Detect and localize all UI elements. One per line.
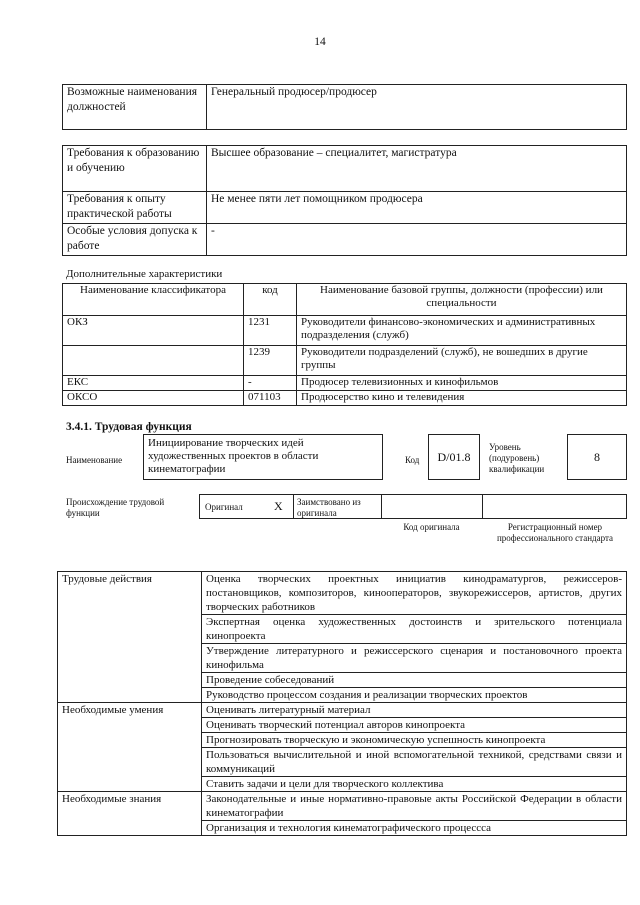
extra-title: Дополнительные характеристики — [66, 268, 223, 280]
extra-cell-code: 1239 — [244, 346, 297, 376]
action-item: Утверждение литературного и режиссерского сценария и постановочного проекта кинофильма — [202, 644, 627, 673]
function-level-box — [567, 434, 627, 480]
origin-original-label: Оригинал — [205, 502, 243, 512]
knowledge-item: Организация и технология кинематографического процессса — [202, 821, 627, 836]
origin-reg-caption: Регистрационный номер профессионального стандарта — [496, 522, 614, 543]
extra-cell-classifier: ЕКС — [63, 376, 244, 391]
extra-cell-classifier: ОКСО — [63, 391, 244, 406]
skill-item: Оценивать литературный материал — [202, 703, 627, 718]
function-name-label: Наименование — [66, 455, 123, 465]
positions-value: Генеральный продюсер/продюсер — [207, 85, 627, 130]
page-number: 14 — [314, 36, 326, 48]
function-level-value: 8 — [594, 449, 600, 464]
requirements-table — [62, 145, 627, 256]
function-name-value: Инициирование творческих идей художественных проектов в области кинематографии — [148, 437, 319, 475]
extra-cell-classifier — [63, 346, 244, 376]
extra-cell-name: Руководители подразделений (служб), не вошедших в другие группы — [297, 346, 627, 376]
skill-item: Пользоваться вычислительной и иной вспомогательной техникой, средствами связи и коммуникаций — [202, 748, 627, 777]
positions-label: Возможные наименования должностей — [63, 85, 207, 130]
knowledge-item: Законодательные и иные нормативно-правовые акты Российской Федерации в области кинематографии — [202, 792, 627, 821]
origin-label: Происхождение трудовой функции — [66, 497, 165, 518]
origin-divider — [482, 494, 483, 519]
origin-code-caption: Код оригинала — [403, 522, 460, 532]
skill-item: Оценивать творческий потенциал авторов кинопроекта — [202, 718, 627, 733]
origin-original-mark: X — [274, 499, 283, 513]
extra-cell-name: Продюсер телевизионных и кинофильмов — [297, 376, 627, 391]
knowledge-label: Необходимые знания — [58, 792, 202, 836]
function-code-label: Код — [405, 455, 420, 465]
function-details-table — [57, 571, 627, 836]
skill-item: Ставить задачи и цели для творческого коллектива — [202, 777, 627, 792]
extra-header-code: код — [244, 284, 297, 316]
extra-table — [62, 283, 627, 406]
function-code-box — [428, 434, 480, 480]
origin-divider — [381, 494, 382, 519]
function-name-box — [143, 434, 383, 480]
skill-item: Прогнозировать творческую и экономическую успешность кинопроекта — [202, 733, 627, 748]
function-code-value: D/01.8 — [437, 449, 471, 464]
function-heading: 3.4.1. Трудовая функция — [66, 421, 192, 433]
action-item: Руководство процессом создания и реализации творческих проектов — [202, 688, 627, 703]
action-item: Экспертная оценка художественных достоинств и зрительского потенциала кинопроекта — [202, 615, 627, 644]
req-special-label: Особые условия допуска к работе — [63, 224, 207, 256]
function-level-label: Уровень (подуровень) квалификации — [489, 442, 545, 474]
extra-cell-code: 1231 — [244, 316, 297, 346]
origin-borrowed-label: Заимствовано из оригинала — [297, 497, 361, 518]
extra-cell-name: Продюсерство кино и телевидения — [297, 391, 627, 406]
extra-cell-code: - — [244, 376, 297, 391]
origin-box — [199, 494, 627, 519]
req-education-label: Требования к образованию и обучению — [63, 146, 207, 192]
extra-header-name: Наименование базовой группы, должности (профессии) или специальности — [297, 284, 627, 316]
positions-table — [62, 84, 627, 130]
skills-label: Необходимые умения — [58, 703, 202, 792]
origin-divider — [293, 494, 294, 519]
extra-header-classifier: Наименование классификатора — [63, 284, 244, 316]
extra-cell-name: Руководители финансово-экономических и административных подразделения (служб) — [297, 316, 627, 346]
extra-cell-classifier: ОКЗ — [63, 316, 244, 346]
req-special-value: - — [207, 224, 627, 256]
extra-cell-code: 071103 — [244, 391, 297, 406]
req-education-value: Высшее образование – специалитет, магистратура — [207, 146, 627, 192]
action-item: Оценка творческих проектных инициатив кинодраматургов, режиссеров-постановщиков, композиторов, кинооператоров, звукорежиссеров, артистов, других творческих работников — [202, 572, 627, 615]
actions-label: Трудовые действия — [58, 572, 202, 703]
req-experience-label: Требования к опыту практической работы — [63, 192, 207, 224]
action-item: Проведение собеседований — [202, 673, 627, 688]
req-experience-value: Не менее пяти лет помощником продюсера — [207, 192, 627, 224]
